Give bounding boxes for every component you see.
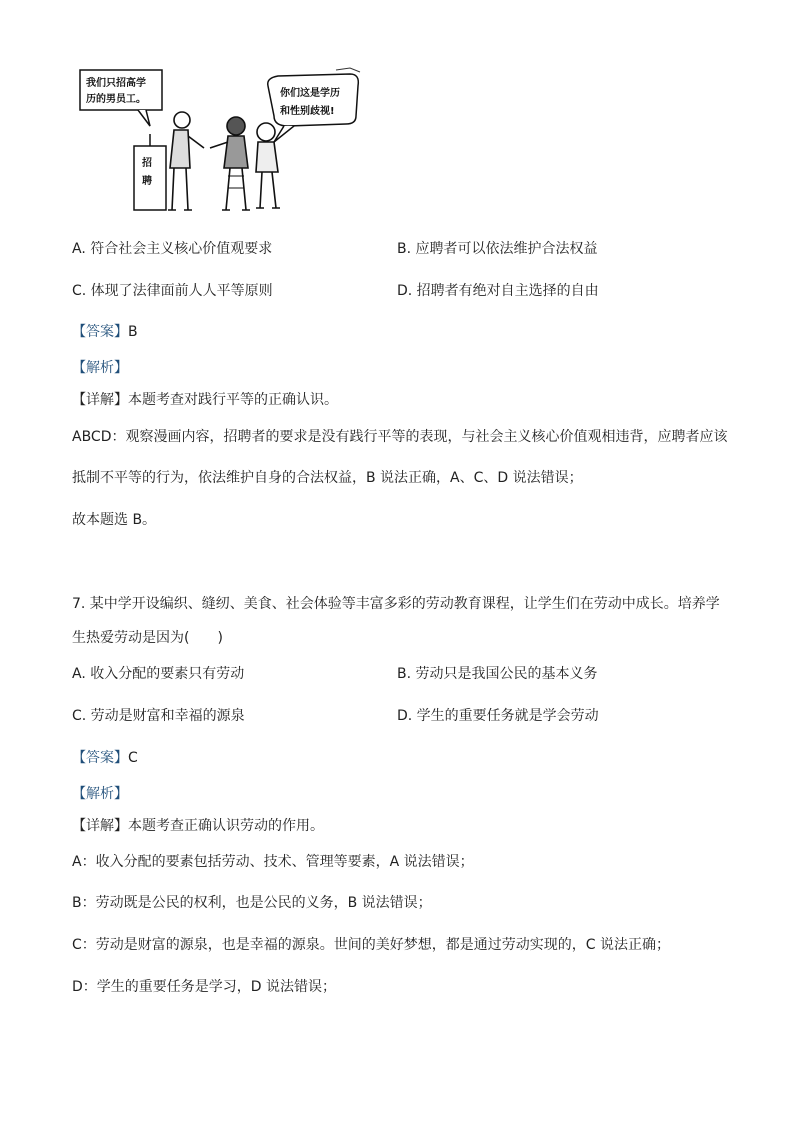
q7-analysis-label: 【解析】 [72,786,128,802]
bubble-left-line1: 我们只招高学 [86,78,146,89]
recruiter-figure [168,112,204,210]
q7-answer-value: C [128,750,138,766]
applicant-figure-1 [210,117,250,210]
q6-explanation-line1: ABCD：观察漫画内容，招聘者的要求是没有践行平等的表现，与社会主义核心价值观相违背，应聘者应该 [72,429,728,445]
q7-answer [72,748,138,768]
speech-bubble-right [268,74,359,126]
q6-option-c: C. 体现了法律面前人人平等原则 [72,283,273,299]
q6-option-d: D. 招聘者有绝对自主选择的自由 [397,283,599,299]
q6-explanation-line2: 抵制不平等的行为，依法维护自身的合法权益，B 说法正确，A、C、D 说法错误； [72,470,583,486]
q6-option-a: A. 符合社会主义核心价值观要求 [72,241,273,257]
bubble-right-line1: 你们这是学历 [280,88,340,99]
q7-option-b: B. 劳动只是我国公民的基本义务 [397,666,598,682]
bubble-left-line2: 历的男员工。 [86,94,146,105]
bubble-right-line2: 和性别歧视! [280,106,335,117]
q6-answer-value: B [128,324,138,340]
q7-point-d: D：学生的重要任务是学习，D 说法错误； [72,979,337,995]
q7-point-c: C：劳动是财富的源泉，也是幸福的源泉。世间的美好梦想，都是通过劳动实现的，C 说法正确； [72,937,670,953]
q7-stem-line2: 生热爱劳动是因为( ) [72,630,223,646]
q7-option-a: A. 收入分配的要素只有劳动 [72,666,245,682]
q7-option-d: D. 学生的重要任务就是学会劳动 [397,708,599,724]
q7-answer-label: 【答案】 [72,750,128,766]
q6-conclusion: 故本题选 B。 [72,512,157,528]
q7-point-b: B：劳动既是公民的权利，也是公民的义务，B 说法错误； [72,895,432,911]
sign-char-2: 聘 [142,176,152,187]
q6-option-b: B. 应聘者可以依法维护合法权益 [397,241,598,257]
applicant-figure-2 [256,123,280,208]
sign-char-1: 招 [142,158,152,169]
q7-point-a: A：收入分配的要素包括劳动、技术、管理等要素，A 说法错误； [72,854,474,870]
q7-stem-line1: 7. 某中学开设编织、缝纫、美食、社会体验等丰富多彩的劳动教育课程，让学生们在劳动中成长。培养学 [72,596,720,612]
q6-answer [72,322,138,342]
q6-detail: 【详解】本题考查对践行平等的正确认识。 [72,392,338,408]
q7-option-c: C. 劳动是财富和幸福的源泉 [72,708,245,724]
q7-detail: 【详解】本题考查正确认识劳动的作用。 [72,818,324,834]
q6-analysis-label: 【解析】 [72,360,128,376]
cartoon-illustration [78,64,368,216]
q6-answer-label: 【答案】 [72,324,128,340]
